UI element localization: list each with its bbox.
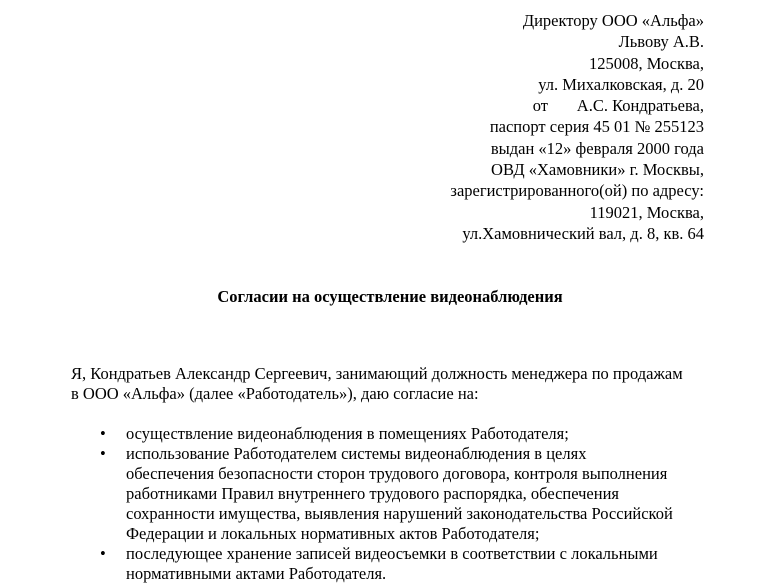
intro-line: в ООО «Альфа» (далее «Работодатель»), даю согласие на: <box>71 384 479 403</box>
header-line: от А.С. Кондратьева, <box>532 96 704 116</box>
intro-paragraph <box>71 364 711 404</box>
header-line: 119021, Москва, <box>589 202 704 222</box>
header-line: Директору ООО «Альфа» <box>522 11 704 30</box>
list-item-line: нормативными актами Работодателя. <box>126 564 387 583</box>
list-item-line: обеспечения безопасности сторон трудового договора, контроля выполнения <box>126 464 668 483</box>
list-item-line: использование Работодателем системы видеонаблюдения в целях <box>126 444 587 463</box>
list-item-line: осуществление видеонаблюдения в помещениях Работодателя; <box>126 424 569 443</box>
header-line: выдан «12» февраля 2000 года <box>490 138 704 158</box>
document-title: Согласии на осуществление видеонаблюдения <box>217 287 563 306</box>
list-item-line: сохранности имущества, выявления нарушений законодательства Российской <box>126 504 673 523</box>
bullet-icon: • <box>100 544 106 563</box>
list-item <box>0 424 780 444</box>
bullet-icon: • <box>100 444 106 463</box>
header-line: ОВД «Хамовники» г. Москвы, <box>491 160 704 180</box>
header-line: паспорт серия 45 01 № 255123 <box>489 117 704 137</box>
header-line: зарегистрированного(ой) по адресу: <box>450 181 704 201</box>
header-line: ул.Хамовнический вал, д. 8, кв. 64 <box>462 223 704 243</box>
header-line: Львову А.В. <box>618 32 704 52</box>
addressee-block <box>450 10 704 244</box>
bullet-icon: • <box>100 424 106 443</box>
consent-list <box>0 424 780 584</box>
list-item-line: последующее хранение записей видеосъемки в соответствии с локальными <box>126 544 658 563</box>
intro-line: Я, Кондратьев Александр Сергеевич, занимающий должность менеджера по продажам <box>71 364 683 383</box>
header-line: ул. Михалковская, д. 20 <box>538 74 704 94</box>
header-line: 125008, Москва, <box>588 53 704 73</box>
list-item <box>0 444 780 544</box>
list-item-line: работниками Правил внутреннего трудового распорядка, обеспечения <box>126 484 620 503</box>
list-item-line: Федерации и локальных нормативных актов Работодателя; <box>126 524 540 543</box>
list-item <box>0 544 780 584</box>
